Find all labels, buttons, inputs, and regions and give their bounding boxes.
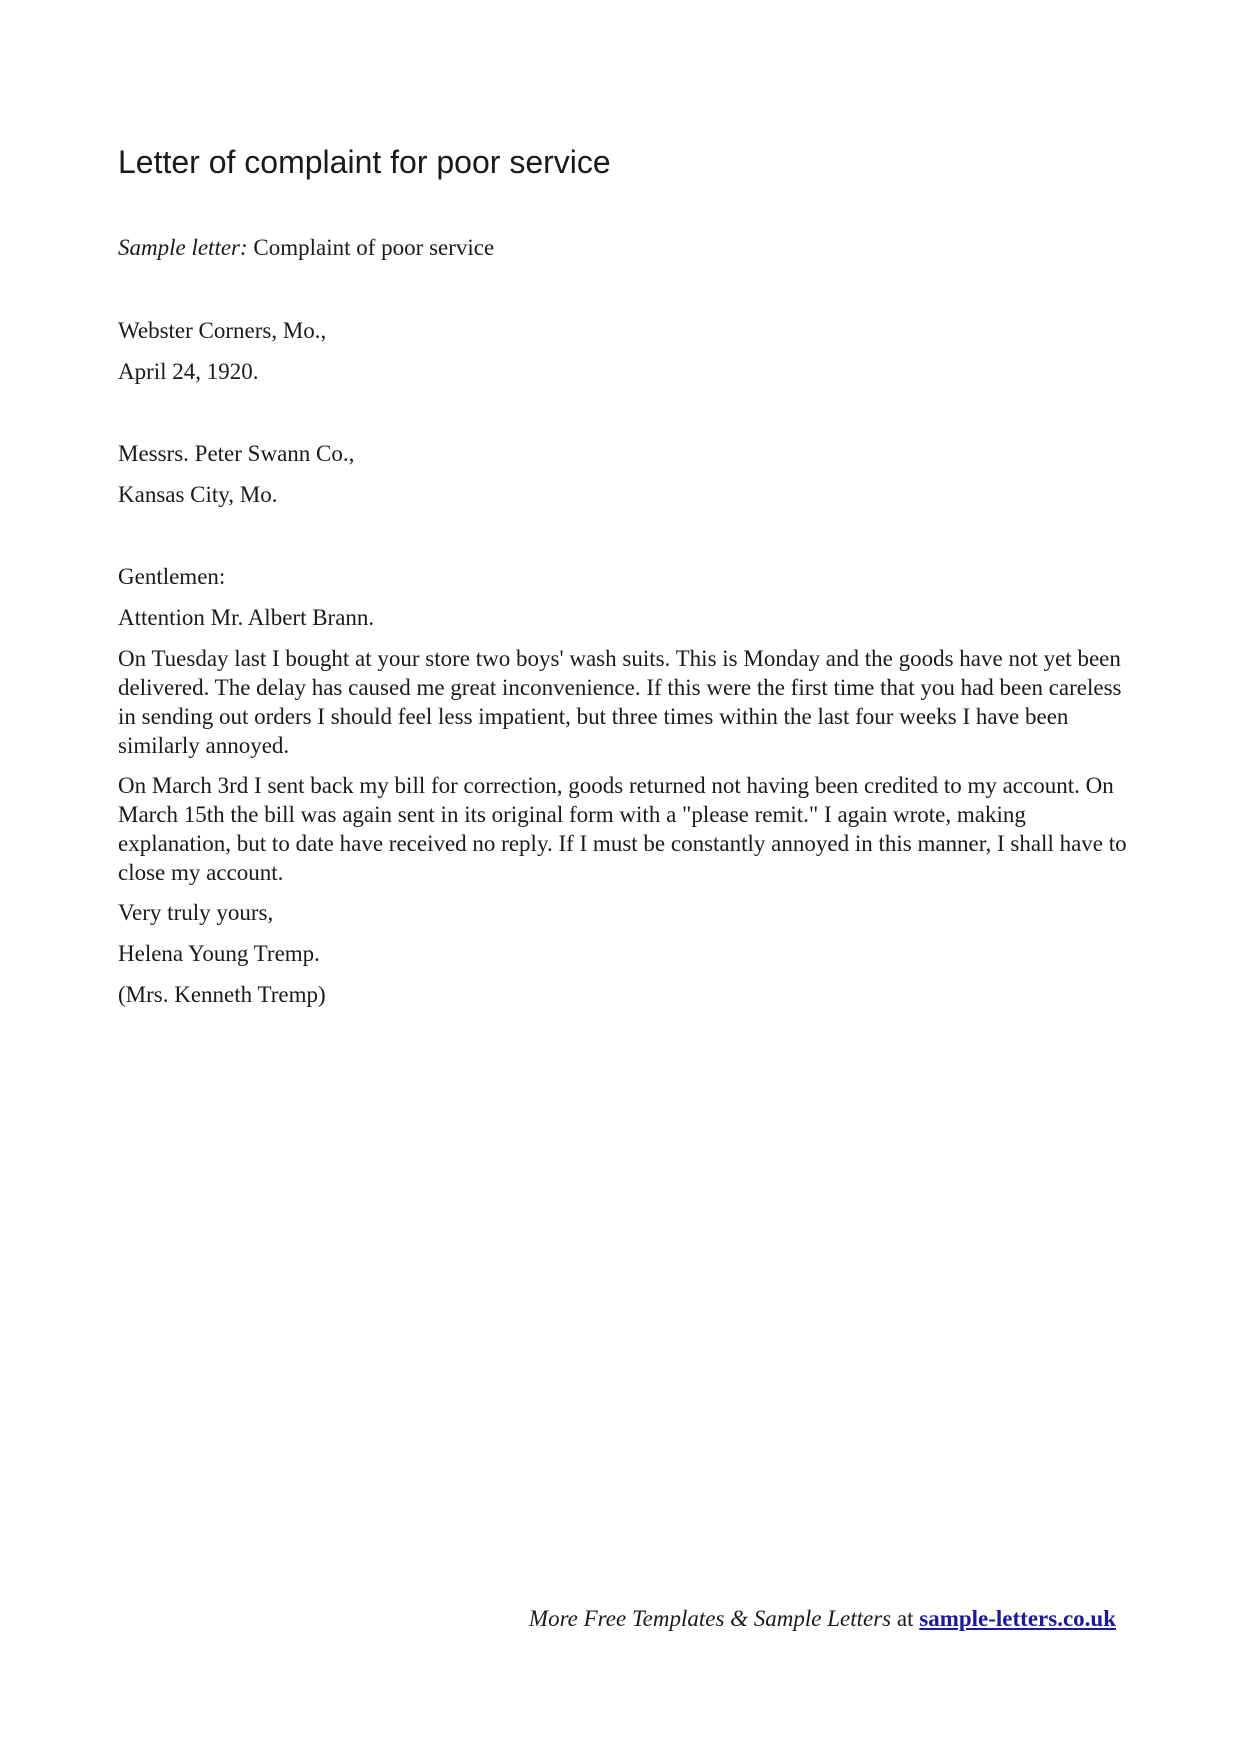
body-paragraph-1: On Tuesday last I bought at your store two boys' wash suits. This is Monday and the goods have not yet been delivered. The delay has caused me great inconvenience. If this were the first time that you had been careless in sending out orders I should feel less impatient, but three times within the last four weeks I have been similarly annoyed. bbox=[118, 646, 1122, 758]
recipient-address-line-1: Messrs. Peter Swann Co., bbox=[118, 441, 355, 466]
salutation: Gentlemen: bbox=[118, 564, 226, 589]
document-title: Letter of complaint for poor service bbox=[118, 144, 611, 180]
closing: Very truly yours, bbox=[118, 900, 274, 925]
subtitle-line bbox=[118, 233, 1130, 262]
attention-line: Attention Mr. Albert Brann. bbox=[118, 605, 375, 630]
footer-promo bbox=[529, 1604, 1116, 1634]
recipient-address-line-2: Kansas City, Mo. bbox=[118, 482, 278, 507]
footer-website-link[interactable]: sample-letters.co.uk bbox=[919, 1606, 1116, 1631]
subtitle-text: Complaint of poor service bbox=[253, 235, 495, 260]
footer-connector: at bbox=[896, 1606, 914, 1631]
sender-address-line-1: Webster Corners, Mo., bbox=[118, 318, 327, 343]
footer-promo-text: More Free Templates & Sample Letters bbox=[528, 1606, 892, 1631]
subtitle-label: Sample letter: bbox=[118, 235, 248, 260]
body-paragraph-2: On March 3rd I sent back my bill for correction, goods returned not having been credited to my account. On March 15th the bill was again sent in its original form with a "please remit." I again wrote, making explanation, but to date have received no reply. If I must be constantly annoyed in this manner, I shall have to close my account. bbox=[118, 773, 1127, 885]
signature-alt-name: (Mrs. Kenneth Tremp) bbox=[118, 982, 326, 1007]
signature-name: Helena Young Tremp. bbox=[118, 941, 320, 966]
sender-address-line-2: April 24, 1920. bbox=[118, 359, 259, 384]
